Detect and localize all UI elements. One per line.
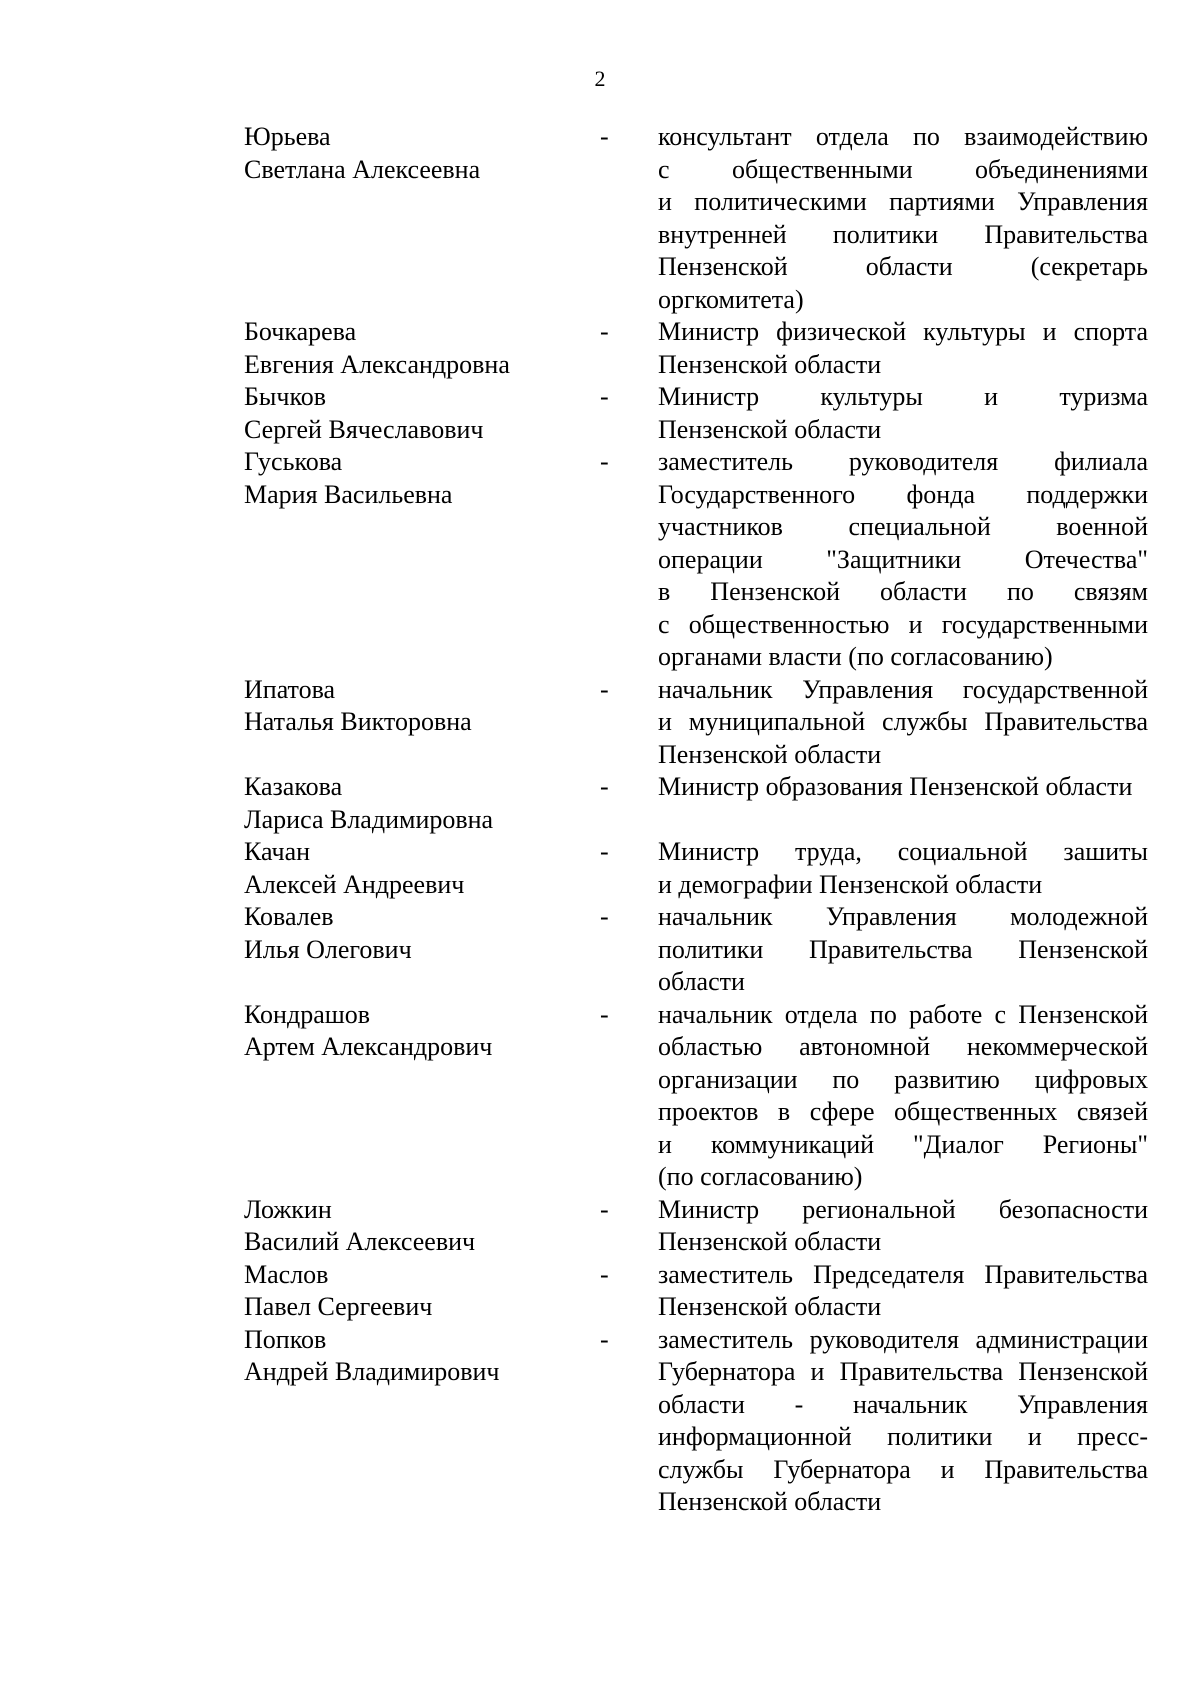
member-given-names: Андрей Владимирович bbox=[244, 1357, 500, 1386]
position-line: Пензенской области bbox=[658, 414, 882, 444]
member-name bbox=[244, 999, 600, 1064]
position-line: (по согласованию) bbox=[658, 1162, 863, 1191]
member-given-names: Светлана Алексеевна bbox=[244, 154, 481, 184]
position-line: консультант отдела по взаимодействию bbox=[658, 122, 1148, 151]
member-surname: Бочкарева bbox=[244, 317, 357, 346]
position-line: и политическими партиями Управления bbox=[658, 187, 1148, 216]
member-position bbox=[658, 771, 1148, 804]
position-line: службы Губернатора и Правительства bbox=[658, 1454, 1148, 1484]
position-line: организации по развитию цифровых bbox=[658, 1064, 1148, 1094]
member-name bbox=[244, 836, 600, 901]
member-given-names: Лариса Владимировна bbox=[244, 804, 494, 834]
member-position bbox=[658, 674, 1148, 772]
member-given-names: Артем Александрович bbox=[244, 1032, 493, 1061]
member-dash: - bbox=[600, 837, 609, 866]
member-name bbox=[244, 121, 600, 186]
member-row bbox=[244, 674, 1148, 772]
member-position bbox=[658, 446, 1148, 674]
member-dash: - bbox=[600, 1194, 609, 1224]
member-given-names: Евгения Александровна bbox=[244, 349, 510, 379]
member-dash: - bbox=[600, 447, 609, 476]
position-line: области - начальник Управления bbox=[658, 1389, 1148, 1419]
position-line: Министр образования Пензенской области bbox=[658, 772, 1133, 801]
member-surname: Ложкин bbox=[244, 1194, 332, 1224]
member-surname: Казакова bbox=[244, 772, 343, 801]
position-line: Министр труда, социальной зашиты bbox=[658, 837, 1148, 866]
member-given-names: Наталья Викторовна bbox=[244, 707, 472, 736]
member-row bbox=[244, 1259, 1148, 1324]
member-row bbox=[244, 1324, 1148, 1519]
member-surname: Маслов bbox=[244, 1259, 329, 1289]
member-position bbox=[658, 1194, 1148, 1259]
member-row bbox=[244, 901, 1148, 999]
member-dash: - bbox=[600, 674, 609, 704]
member-given-names: Сергей Вячеславович bbox=[244, 414, 484, 444]
member-surname: Ипатова bbox=[244, 674, 336, 704]
position-line: начальник Управления молодежной bbox=[658, 902, 1148, 931]
position-line: Министр физической культуры и спорта bbox=[658, 317, 1148, 346]
member-row bbox=[244, 381, 1148, 446]
member-surname: Бычков bbox=[244, 382, 327, 411]
member-given-names: Павел Сергеевич bbox=[244, 1292, 433, 1321]
member-surname: Юрьева bbox=[244, 122, 331, 151]
position-line: внутренней политики Правительства bbox=[658, 219, 1148, 249]
position-line: заместитель Председателя Правительства bbox=[658, 1259, 1148, 1289]
member-position bbox=[658, 999, 1148, 1194]
member-position bbox=[658, 836, 1148, 901]
member-position bbox=[658, 901, 1148, 999]
position-line: проектов в сфере общественных связей bbox=[658, 1097, 1148, 1126]
member-row bbox=[244, 121, 1148, 316]
position-line: информационной политики и пресс- bbox=[658, 1422, 1148, 1451]
position-line: заместитель руководителя администрации bbox=[658, 1324, 1148, 1354]
position-line: и коммуникаций "Диалог Регионы" bbox=[658, 1129, 1148, 1159]
member-name bbox=[244, 1194, 600, 1259]
position-line: областью автономной некоммерческой bbox=[658, 1032, 1148, 1061]
member-row bbox=[244, 1194, 1148, 1259]
position-line: и демографии Пензенской области bbox=[658, 869, 1043, 899]
position-line: начальник Управления государственной bbox=[658, 674, 1148, 704]
member-given-names: Василий Алексеевич bbox=[244, 1227, 476, 1256]
member-surname: Ковалев bbox=[244, 902, 334, 931]
position-line: Пензенской области bbox=[658, 1227, 882, 1256]
position-line: Губернатора и Правительства Пензенской bbox=[658, 1357, 1148, 1386]
position-line: Пензенской области bbox=[658, 1487, 882, 1516]
member-name bbox=[244, 771, 600, 836]
member-dash: - bbox=[600, 317, 609, 346]
member-list bbox=[244, 121, 1148, 1519]
position-line: политики Правительства Пензенской bbox=[658, 934, 1148, 964]
position-line: начальник отдела по работе с Пензенской bbox=[658, 999, 1148, 1029]
member-surname: Попков bbox=[244, 1324, 327, 1354]
position-line: области bbox=[658, 967, 745, 996]
member-surname: Гуськова bbox=[244, 447, 343, 476]
position-line: в Пензенской области по связям bbox=[658, 577, 1148, 606]
position-line: и муниципальной службы Правительства bbox=[658, 707, 1148, 736]
member-name bbox=[244, 901, 600, 966]
member-surname: Качан bbox=[244, 837, 311, 866]
member-dash: - bbox=[600, 999, 609, 1029]
position-line: с общественностью и государственными bbox=[658, 609, 1148, 639]
position-line: Пензенской области bbox=[658, 739, 882, 769]
member-name bbox=[244, 446, 600, 511]
position-line: Государственного фонда поддержки bbox=[658, 479, 1148, 509]
member-row bbox=[244, 446, 1148, 674]
member-dash: - bbox=[600, 382, 609, 411]
member-position bbox=[658, 121, 1148, 316]
position-line: Пензенской области bbox=[658, 1292, 882, 1321]
member-row bbox=[244, 771, 1148, 836]
position-line: Пензенской области bbox=[658, 349, 882, 379]
position-line: Пензенской области (секретарь bbox=[658, 252, 1148, 281]
member-name bbox=[244, 316, 600, 381]
member-dash: - bbox=[600, 772, 609, 801]
position-line: Министр региональной безопасности bbox=[658, 1194, 1148, 1224]
member-name bbox=[244, 674, 600, 739]
member-dash: - bbox=[600, 1324, 609, 1354]
position-line: с общественными объединениями bbox=[658, 154, 1148, 184]
member-dash: - bbox=[600, 122, 609, 151]
member-given-names: Алексей Андреевич bbox=[244, 869, 465, 899]
position-line: заместитель руководителя филиала bbox=[658, 447, 1148, 476]
member-surname: Кондрашов bbox=[244, 999, 371, 1029]
member-given-names: Илья Олегович bbox=[244, 934, 412, 964]
member-row bbox=[244, 836, 1148, 901]
member-dash: - bbox=[600, 1259, 609, 1289]
member-position bbox=[658, 381, 1148, 446]
position-line: Министр культуры и туризма bbox=[658, 382, 1148, 411]
position-line: участников специальной военной bbox=[658, 512, 1148, 541]
member-position bbox=[658, 1259, 1148, 1324]
member-position bbox=[658, 1324, 1148, 1519]
member-row bbox=[244, 999, 1148, 1194]
member-dash: - bbox=[600, 902, 609, 931]
member-given-names: Мария Васильевна bbox=[244, 479, 453, 509]
member-name bbox=[244, 1259, 600, 1324]
member-name bbox=[244, 1324, 600, 1389]
member-name bbox=[244, 381, 600, 446]
position-line: органами власти (по согласованию) bbox=[658, 642, 1053, 671]
position-line: оргкомитета) bbox=[658, 284, 804, 314]
position-line: операции "Защитники Отечества" bbox=[658, 544, 1148, 574]
page-number: 2 bbox=[594, 66, 606, 91]
member-row bbox=[244, 316, 1148, 381]
member-position bbox=[658, 316, 1148, 381]
